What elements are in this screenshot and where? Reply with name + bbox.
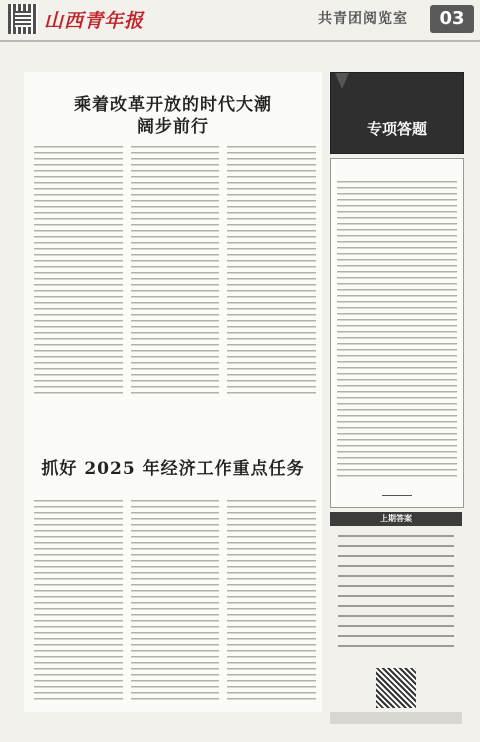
banner-title: 专项答题 [366, 120, 427, 138]
quiz-question-text [337, 179, 457, 479]
previous-answers [330, 512, 462, 652]
masthead-logo: 山西青年报 [44, 10, 145, 32]
article1-column [131, 144, 220, 396]
footer-qr-code-icon [376, 668, 416, 708]
article2-column [131, 498, 220, 703]
page-header [0, 0, 480, 42]
quiz-banner [330, 72, 464, 154]
footer-note [330, 712, 462, 724]
qr-code-icon [8, 4, 38, 34]
previous-answers-list [338, 532, 454, 650]
article2-headline [24, 458, 322, 480]
article2-body [34, 498, 316, 703]
article2-title: 抓好 2025 年经济工作重点任务 [41, 459, 305, 479]
article1-title-line2: 阔步前行 [137, 117, 209, 137]
page-number-badge: 03 [430, 5, 474, 33]
quiz-questions-box [330, 158, 464, 508]
answer-blank[interactable] [382, 489, 412, 496]
article1-headline [24, 94, 322, 138]
section-title: 共青团阅览室 [318, 11, 408, 27]
article1-column [34, 144, 123, 396]
main-articles [24, 72, 322, 712]
article1-column [227, 144, 316, 396]
right-quiz-column [330, 72, 462, 722]
previous-answers-heading: 上期答案 [330, 512, 462, 526]
banner-flag-icon [335, 73, 349, 89]
article2-column [34, 498, 123, 703]
quiz-answer-field[interactable] [331, 489, 463, 498]
article1-body [34, 144, 316, 396]
article1-title-line1: 乘着改革开放的时代大潮 [74, 95, 272, 115]
article2-column [227, 498, 316, 703]
